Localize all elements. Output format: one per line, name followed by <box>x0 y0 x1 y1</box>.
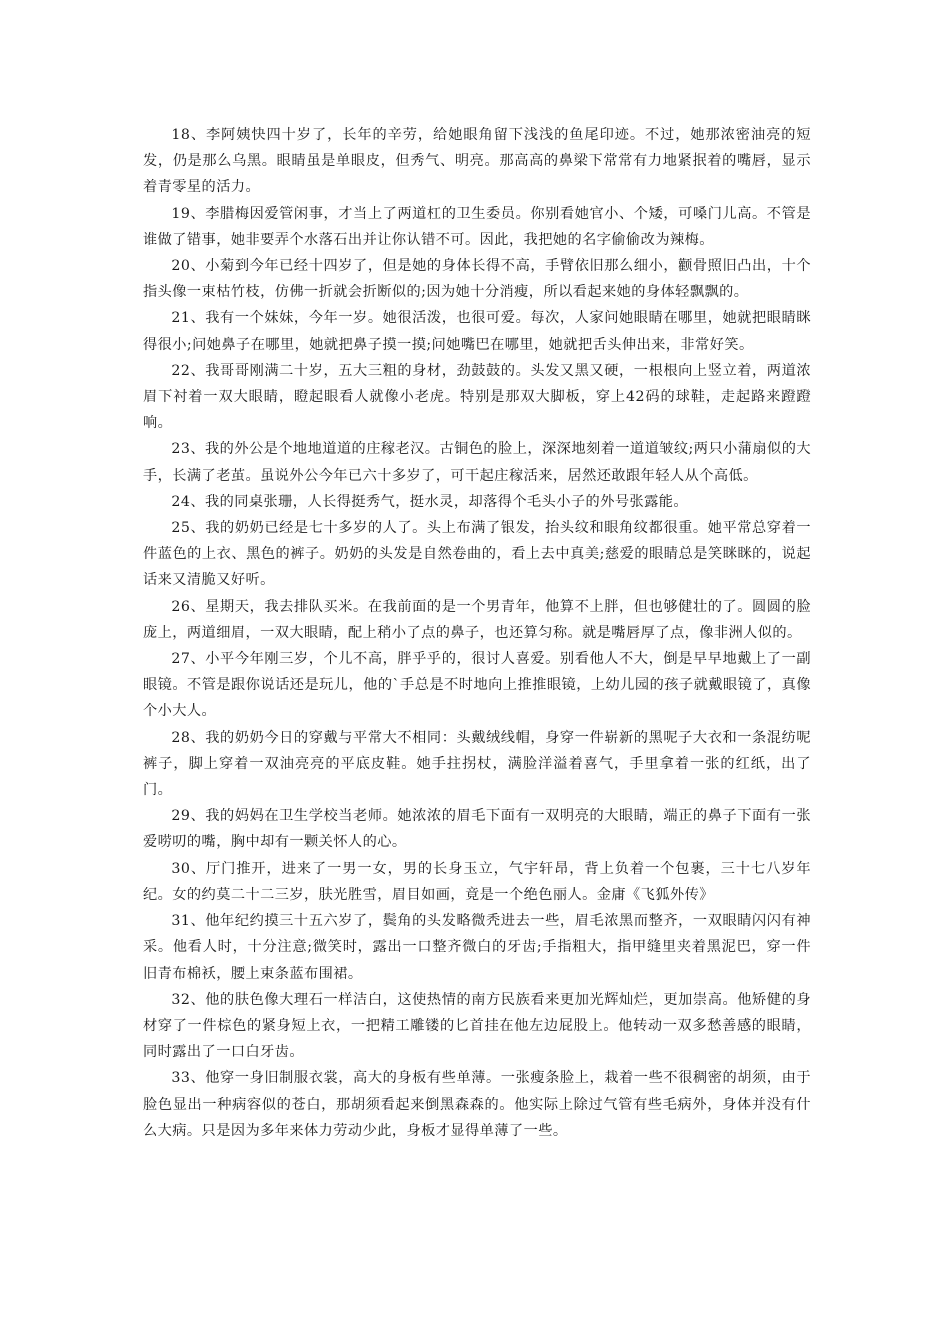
paragraph-31: 31、他年纪约摸三十五六岁了，鬓角的头发略微秃进去一些，眉毛浓黑而整齐，一双眼睛闪闪有神采。他看人时，十分注意;微笑时，露出一口整齐微白的牙齿;手指粗大，指甲缝里夹着黑泥巴，穿一件旧青布棉袄，腰上束条蓝布围裙。 <box>143 913 811 982</box>
paragraph-28: 28、我的奶奶今日的穿戴与平常大不相同：头戴绒线帽，身穿一件崭新的黑呢子大衣和一条混纺呢裤子，脚上穿着一双油亮亮的平底皮鞋。她手拄拐杖，满脸洋溢着喜气，手里拿着一张的红纸，出了门。 <box>143 729 811 799</box>
paragraph-18: 18、李阿姨快四十岁了，长年的辛劳，给她眼角留下浅浅的鱼尾印迹。不过，她那浓密油亮的短发，仍是那么乌黑。眼睛虽是单眼皮，但秀气、明亮。那高高的鼻梁下常常有力地紧抿着的嘴唇，显示着青零星的活力。 <box>143 127 811 196</box>
paragraph-33: 33、他穿一身旧制服衣裳，高大的身板有些单薄。一张瘦条脸上，栽着一些不很稠密的胡须，由于脸色显出一种病容似的苍白，那胡须看起来倒黑森森的。他实际上除过气管有些毛病外，身体并没有什么大病。只是因为多年来体力劳动少此，身板才显得单薄了一些。 <box>143 1070 811 1139</box>
paragraph-19: 19、李腊梅因爱管闲事，才当上了两道杠的卫生委员。你别看她官小、个矮，可嗓门儿高。不管是谁做了错事，她非要弄个水落石出并让你认错不可。因此，我把她的名字偷偷改为辣梅。 <box>143 205 811 248</box>
paragraph-23: 23、我的外公是个地地道道的庄稼老汉。古铜色的脸上，深深地刻着一道道皱纹;两只小蒲扇似的大手，长满了老茧。虽说外公今年已六十多岁了，可干起庄稼活来，居然还敢跟年轻人从个高低。 <box>143 441 811 484</box>
paragraph-25: 25、我的奶奶已经是七十多岁的人了。头上布满了银发，抬头纹和眼角纹都很重。她平常总穿着一件蓝色的上衣、黑色的裤子。奶奶的头发是自然卷曲的，看上去中真美;慈爱的眼睛总是笑眯眯的，说起话来又清脆又好听。 <box>143 520 811 589</box>
paragraph-22: 22、我哥哥刚满二十岁，五大三粗的身材，劲鼓鼓的。头发又黑又硬，一根根向上竖立着，两道浓眉下衬着一双大眼睛，瞪起眼看人就像小老虎。特别是那双大脚板，穿上42码的球鞋，走起路来蹬蹬响。 <box>143 362 811 432</box>
paragraph-20: 20、小菊到今年已经十四岁了，但是她的身体长得不高，手臂依旧那么细小，颧骨照旧凸出，十个指头像一束枯竹枝，仿佛一折就会折断似的;因为她十分消瘦，所以看起来她的身体轻飘飘的。 <box>143 258 811 301</box>
paragraph-32: 32、他的肤色像大理石一样洁白，这使热情的南方民族看来更加光辉灿烂，更加崇高。他矫健的身材穿了一件棕色的紧身短上衣，一把精工雕镂的匕首挂在他左边屁股上。他转动一双多愁善感的眼睛，同时露出了一口白牙齿。 <box>143 991 811 1061</box>
paragraph-30: 30、厅门推开，进来了一男一女，男的长身玉立，气宇轩昂，背上负着一个包裹，三十七八岁年纪。女的约莫二十二三岁，肤光胜雪，眉目如画，竟是一个绝色丽人。金庸《飞狐外传》 <box>143 860 811 903</box>
paragraph-24: 24、我的同桌张珊，人长得挺秀气，挺水灵，却落得个毛头小子的外号张露能。 <box>171 493 689 510</box>
paragraph-27: 27、小平今年刚三岁，个儿不高，胖乎乎的，很讨人喜爱。别看他人不大，倒是早早地戴上了一副眼镜。不管是跟你说话还是玩儿，他的`手总是不时地向上推推眼镜，上幼儿园的孩子就戴眼镜了，真像个小大人。 <box>143 651 811 720</box>
paragraph-21: 21、我有一个妹妹，今年一岁。她很活泼，也很可爱。每次，人家问她眼睛在哪里，她就把眼睛眯得很小;问她鼻子在哪里，她就把鼻子摸一摸;问她嘴巴在哪里，她就把舌头伸出来，非常好笑。 <box>143 310 811 353</box>
paragraph-26: 26、星期天，我去排队买米。在我前面的是一个男青年，他算不上胖，但也够健壮的了。圆圆的脸庞上，两道细眉，一双大眼睛，配上稍小了点的鼻子，也还算匀称。就是嘴唇厚了点，像非洲人似的。 <box>143 598 811 641</box>
document-body <box>143 122 811 1144</box>
paragraph-29: 29、我的妈妈在卫生学校当老师。她浓浓的眉毛下面有一双明亮的大眼睛，端正的鼻子下面有一张爱唠叨的嘴，胸中却有一颗关怀人的心。 <box>143 808 811 851</box>
